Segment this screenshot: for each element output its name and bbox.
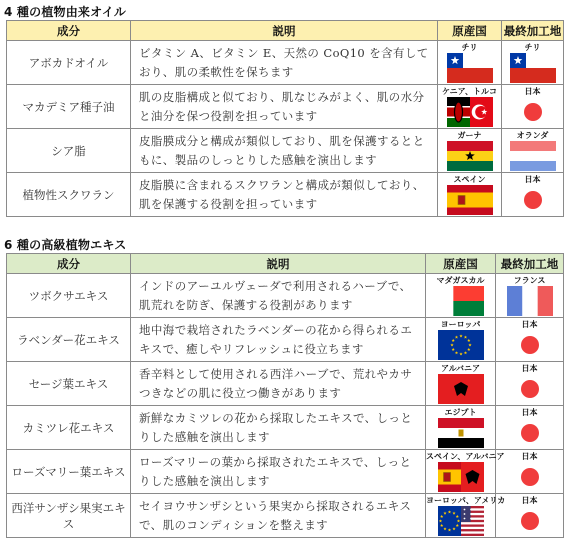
origin-label: アルバニア bbox=[440, 364, 481, 373]
ingredient-description: 皮脂膜成分と構成が類似しており、肌を保護するとともに、製品のしっとりした感触を演出します bbox=[131, 129, 438, 173]
origin-cell bbox=[426, 274, 496, 318]
table-header-row bbox=[7, 254, 564, 274]
table-row bbox=[7, 173, 564, 217]
processing-cell bbox=[496, 494, 564, 538]
ingredient-description: 地中海で栽培されたラベンダーの花から得られるエキスで、癒しやリフレッシュに役立ちます bbox=[131, 318, 426, 362]
ingredient-description: ビタミン A、ビタミン E、天然の CoQ10 を含有しており、肌の柔軟性を保ちます bbox=[131, 41, 438, 85]
origin-cell bbox=[438, 129, 502, 173]
table-row bbox=[7, 41, 564, 85]
processing-label: 日本 bbox=[524, 87, 541, 96]
origin-cell bbox=[438, 41, 502, 85]
spain-flag-icon bbox=[447, 185, 493, 215]
madagascar-flag-icon bbox=[438, 286, 484, 316]
table-row bbox=[7, 450, 564, 494]
egypt-flag-icon bbox=[438, 418, 484, 448]
extracts-table bbox=[6, 253, 564, 538]
table-row bbox=[7, 494, 564, 538]
header-ingredient: 成分 bbox=[7, 254, 131, 274]
table-row bbox=[7, 406, 564, 450]
kenya-flag-icon bbox=[447, 97, 470, 127]
ingredient-description: 新鮮なカミツレの花から採取したエキスで、しっとりした感触を演出します bbox=[131, 406, 426, 450]
origin-label: ヨーロッパ bbox=[440, 320, 481, 329]
processing-cell bbox=[502, 85, 564, 129]
origin-label: エジプト bbox=[444, 408, 477, 417]
origin-label: スペイン、アルバニア bbox=[426, 452, 505, 461]
origin-cell bbox=[426, 406, 496, 450]
eu-flag-icon bbox=[438, 330, 484, 360]
japan-flag-icon bbox=[507, 418, 553, 448]
table-row bbox=[7, 85, 564, 129]
ingredient-description: 肌の皮脂構成と似ており、肌なじみがよく、肌の水分と油分を保つ役割を担っています bbox=[131, 85, 438, 129]
ingredient-description: インドのアーユルヴェーダで利用されるハーブで、肌荒れを防ぎ、保護する役割があります bbox=[131, 274, 426, 318]
origin-label: ヨーロッパ、アメリカ bbox=[426, 496, 506, 505]
table-row bbox=[7, 318, 564, 362]
processing-cell bbox=[502, 173, 564, 217]
japan-flag-icon bbox=[510, 97, 556, 127]
origin-cell bbox=[426, 494, 506, 538]
processing-label: チリ bbox=[524, 43, 541, 52]
processing-label: 日本 bbox=[521, 408, 538, 417]
origin-cell bbox=[426, 318, 496, 362]
processing-label: 日本 bbox=[521, 496, 538, 505]
processing-cell bbox=[496, 406, 564, 450]
origin-label: マダガスカル bbox=[436, 276, 485, 285]
section-title-oils: 4 種の植物由来オイル bbox=[4, 5, 127, 19]
header-processing: 最終加工地 bbox=[502, 21, 564, 41]
origin-label: ケニア、トルコ bbox=[441, 87, 498, 96]
header-description: 説明 bbox=[131, 254, 426, 274]
origin-label: ガーナ bbox=[457, 131, 482, 140]
section-title-extracts: 6 種の高級植物エキス bbox=[4, 238, 127, 252]
processing-label: フランス bbox=[513, 276, 546, 285]
turkey-flag-icon bbox=[470, 97, 493, 127]
processing-cell bbox=[496, 450, 564, 494]
ingredient-name: 植物性スクワラン bbox=[7, 173, 131, 217]
processing-label: 日本 bbox=[521, 364, 538, 373]
processing-cell bbox=[502, 41, 564, 85]
japan-flag-icon bbox=[507, 374, 553, 404]
japan-flag-icon bbox=[510, 185, 556, 215]
japan-flag-icon bbox=[507, 330, 553, 360]
france-flag-icon bbox=[507, 286, 553, 316]
ingredient-name: マカデミア種子油 bbox=[7, 85, 131, 129]
header-ingredient: 成分 bbox=[7, 21, 131, 41]
origin-cell bbox=[438, 173, 502, 217]
netherlands-flag-icon bbox=[510, 141, 556, 171]
header-origin: 原産国 bbox=[426, 254, 496, 274]
origin-cell bbox=[426, 362, 496, 406]
albania-flag-icon bbox=[461, 462, 484, 492]
processing-label: オランダ bbox=[516, 131, 549, 140]
processing-label: 日本 bbox=[524, 175, 541, 184]
ingredient-name: セージ葉エキス bbox=[7, 362, 131, 406]
ingredient-name: シア脂 bbox=[7, 129, 131, 173]
processing-cell bbox=[496, 318, 564, 362]
processing-label: 日本 bbox=[521, 452, 538, 461]
header-origin: 原産国 bbox=[438, 21, 502, 41]
chile-flag-icon bbox=[510, 53, 556, 83]
ingredient-description: ローズマリーの葉から採取されたエキスで、しっとりした感触を演出します bbox=[131, 450, 426, 494]
origin-cell bbox=[438, 85, 502, 129]
spain-flag-icon bbox=[438, 462, 461, 492]
table-header-row bbox=[7, 21, 564, 41]
header-description: 説明 bbox=[131, 21, 438, 41]
table-row bbox=[7, 129, 564, 173]
origin-cell bbox=[426, 450, 505, 494]
ingredient-description: 皮脂膜に含まれるスクワランと構成が類似しており、肌を保護する役割を担っています bbox=[131, 173, 438, 217]
ingredient-description: セイヨウサンザシという果実から採取されるエキスで、肌のコンディションを整えます bbox=[131, 494, 426, 538]
ingredient-name: ラベンダー花エキス bbox=[7, 318, 131, 362]
processing-cell bbox=[496, 274, 564, 318]
origin-label: スペイン bbox=[453, 175, 486, 184]
ingredient-name: 西洋サンザシ果実エキス bbox=[7, 494, 131, 538]
chile-flag-icon bbox=[447, 53, 493, 83]
ingredient-description: 香辛料として使用される西洋ハーブで、荒れやカサつきなどの肌に役立つ働きがあります bbox=[131, 362, 426, 406]
table-row bbox=[7, 362, 564, 406]
oils-table bbox=[6, 20, 564, 217]
ingredient-name: ツボクサエキス bbox=[7, 274, 131, 318]
ingredient-name: カミツレ花エキス bbox=[7, 406, 131, 450]
albania-flag-icon bbox=[438, 374, 484, 404]
processing-label: 日本 bbox=[521, 320, 538, 329]
origin-label: チリ bbox=[461, 43, 478, 52]
processing-cell bbox=[502, 129, 564, 173]
ingredient-name: アボカドオイル bbox=[7, 41, 131, 85]
ghana-flag-icon bbox=[447, 141, 493, 171]
processing-cell bbox=[496, 362, 564, 406]
header-processing: 最終加工地 bbox=[496, 254, 564, 274]
ingredient-name: ローズマリー葉エキス bbox=[7, 450, 131, 494]
japan-flag-icon bbox=[507, 462, 553, 492]
table-row bbox=[7, 274, 564, 318]
